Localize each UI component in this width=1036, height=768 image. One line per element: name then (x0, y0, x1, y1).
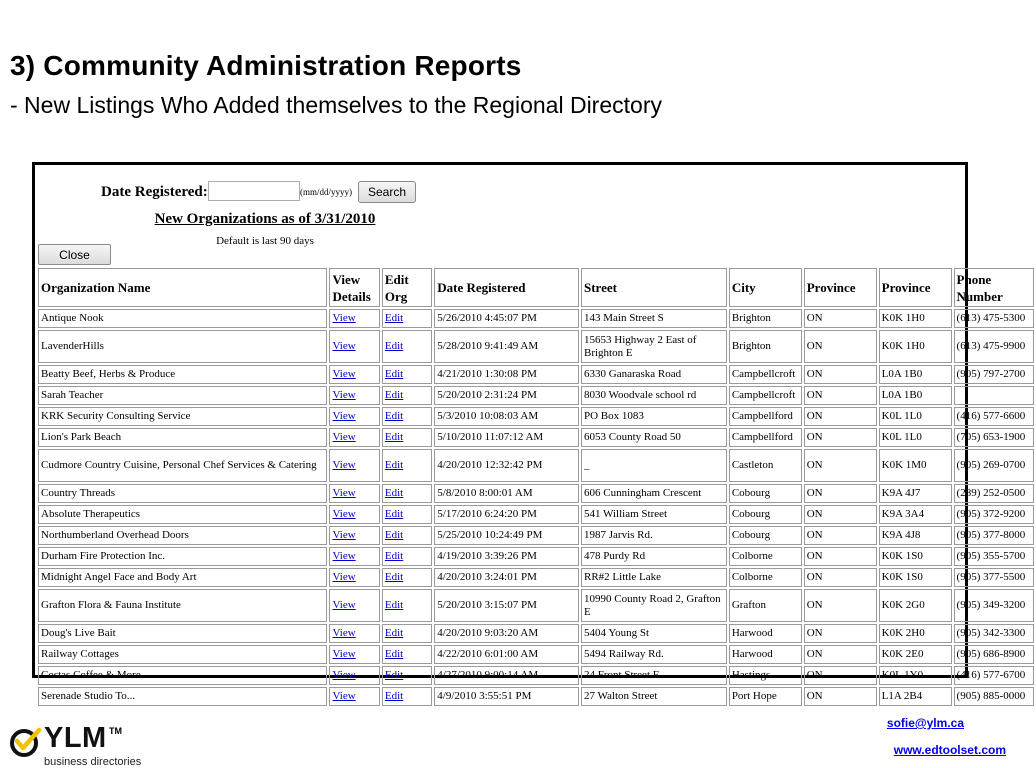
table-row (38, 365, 1034, 384)
cell-organization-name: Country Threads (38, 484, 327, 503)
cell-date-registered: 4/20/2010 3:24:01 PM (434, 568, 579, 587)
contact-email-link[interactable]: sofie@ylm.ca (886, 716, 964, 730)
column-header-organization-name[interactable]: Organization Name (38, 268, 327, 307)
slide-subtitle: - New Listings Who Added themselves to the Regional Directory (10, 92, 662, 118)
cell-province: ON (804, 547, 877, 566)
cell-province: ON (804, 309, 877, 328)
cell-date-registered: 4/22/2010 6:01:00 AM (434, 645, 579, 664)
cell-street: 6330 Ganaraska Road (581, 365, 727, 384)
cell-phone-number: (905) 885-0000 (954, 687, 1034, 706)
edit-org-cell (382, 365, 432, 384)
cell-postal-code: L0A 1B0 (879, 386, 952, 405)
edit-org-cell (382, 309, 432, 328)
edit-org-cell (382, 687, 432, 706)
table-row (38, 645, 1034, 664)
view-details-cell (329, 687, 379, 706)
table-header-row (38, 268, 1034, 307)
cell-date-registered: 5/17/2010 6:24:20 PM (434, 505, 579, 524)
cell-phone-number: (905) 269-0700 (954, 449, 1034, 482)
cell-province: ON (804, 407, 877, 426)
date-filter-form (35, 180, 965, 206)
edit-org-link[interactable]: Edit (384, 550, 404, 562)
column-header-phone-number[interactable]: Phone Number (954, 268, 1034, 307)
view-details-link[interactable]: View (332, 340, 356, 352)
edit-org-cell (382, 386, 432, 405)
table-row (38, 484, 1034, 503)
date-registered-input[interactable] (208, 181, 300, 201)
cell-postal-code: K0L 1Y0 (879, 666, 952, 685)
edit-org-cell (382, 526, 432, 545)
cell-organization-name: Absolute Therapeutics (38, 505, 327, 524)
cell-organization-name: Northumberland Overhead Doors (38, 526, 327, 545)
view-details-link[interactable]: View (332, 690, 356, 702)
edit-org-cell (382, 449, 432, 482)
table-row (38, 449, 1034, 482)
edit-org-link[interactable]: Edit (384, 508, 404, 520)
cell-organization-name: Cudmore Country Cuisine, Personal Chef Services & Catering (38, 449, 327, 482)
table-row (38, 428, 1034, 447)
edit-org-cell (382, 330, 432, 363)
table-row (38, 589, 1034, 622)
cell-city: Hastings (729, 666, 802, 685)
ylm-logo-text: YLM (44, 722, 107, 754)
cell-postal-code: K9A 4J7 (879, 484, 952, 503)
view-details-link[interactable]: View (332, 508, 356, 520)
trademark-mark: TM (109, 726, 122, 736)
cell-street: 541 William Street (581, 505, 727, 524)
cell-street: 5404 Young St (581, 624, 727, 643)
table-row (38, 547, 1034, 566)
cell-province: ON (804, 568, 877, 587)
cell-postal-code: K0K 1H0 (879, 309, 952, 328)
cell-date-registered: 4/21/2010 1:30:08 PM (434, 365, 579, 384)
cell-phone-number: (416) 577-6600 (954, 407, 1034, 426)
cell-province: ON (804, 484, 877, 503)
cell-organization-name: LavenderHills (38, 330, 327, 363)
view-details-link[interactable]: View (332, 368, 356, 380)
cell-street: 606 Cunningham Crescent (581, 484, 727, 503)
cell-date-registered: 5/25/2010 10:24:49 PM (434, 526, 579, 545)
date-format-hint: (mm/dd/yyyy) (300, 187, 352, 197)
cell-phone-number: (905) 355-5700 (954, 547, 1034, 566)
edit-org-link[interactable]: Edit (384, 627, 404, 639)
cell-postal-code: K0L 1L0 (879, 428, 952, 447)
table-row (38, 407, 1034, 426)
edit-org-link[interactable]: Edit (384, 648, 404, 660)
cell-street: 143 Main Street S (581, 309, 727, 328)
cell-province: ON (804, 666, 877, 685)
cell-province: ON (804, 589, 877, 622)
column-header-street[interactable]: Street (581, 268, 727, 307)
view-details-link[interactable]: View (332, 627, 356, 639)
table-row (38, 568, 1034, 587)
cell-date-registered: 5/20/2010 2:31:24 PM (434, 386, 579, 405)
edit-org-link[interactable]: Edit (384, 669, 404, 681)
edit-org-link[interactable]: Edit (384, 340, 404, 352)
cell-date-registered: 4/9/2010 3:55:51 PM (434, 687, 579, 706)
cell-street: 15653 Highway 2 East of Brighton E (581, 330, 727, 363)
cell-postal-code: K9A 4J8 (879, 526, 952, 545)
cell-postal-code: K0K 1S0 (879, 568, 952, 587)
cell-city: Campbellford (729, 407, 802, 426)
cell-postal-code: L0A 1B0 (879, 365, 952, 384)
cell-organization-name: Serenade Studio To... (38, 687, 327, 706)
ylm-logo (6, 722, 166, 766)
view-details-cell (329, 645, 379, 664)
edit-org-link[interactable]: Edit (384, 368, 404, 380)
view-details-cell (329, 330, 379, 363)
cell-city: Grafton (729, 589, 802, 622)
column-header-edit-org[interactable]: Edit Org (382, 268, 432, 307)
view-details-cell (329, 428, 379, 447)
cell-date-registered: 5/20/2010 3:15:07 PM (434, 589, 579, 622)
cell-province: ON (804, 645, 877, 664)
view-details-link[interactable]: View (332, 669, 356, 681)
edit-org-link[interactable]: Edit (384, 459, 404, 471)
cell-street: 478 Purdy Rd (581, 547, 727, 566)
cell-postal-code: L1A 2B4 (879, 687, 952, 706)
view-details-cell (329, 666, 379, 685)
cell-phone-number: (416) 577-6700 (954, 666, 1034, 685)
table-row (38, 505, 1034, 524)
view-details-cell (329, 568, 379, 587)
table-row (38, 624, 1034, 643)
cell-province: ON (804, 526, 877, 545)
cell-organization-name: Doug's Live Bait (38, 624, 327, 643)
cell-street: RR#2 Little Lake (581, 568, 727, 587)
table-row (38, 666, 1034, 685)
cell-date-registered: 4/19/2010 3:39:26 PM (434, 547, 579, 566)
date-registered-label: Date Registered: (101, 184, 208, 200)
report-window (32, 162, 1026, 702)
cell-organization-name: KRK Security Consulting Service (38, 407, 327, 426)
cell-city: Cobourg (729, 505, 802, 524)
ylm-tagline: business directories (44, 756, 142, 768)
edit-org-cell (382, 484, 432, 503)
view-details-link[interactable]: View (332, 389, 356, 401)
cell-city: Campbellford (729, 428, 802, 447)
cell-postal-code: K0K 1M0 (879, 449, 952, 482)
cell-date-registered: 4/20/2010 9:03:20 AM (434, 624, 579, 643)
cell-city: Harwood (729, 645, 802, 664)
cell-date-registered: 5/3/2010 10:08:03 AM (434, 407, 579, 426)
cell-organization-name: Beatty Beef, Herbs & Produce (38, 365, 327, 384)
cell-postal-code: K0K 1H0 (879, 330, 952, 363)
view-details-cell (329, 309, 379, 328)
table-row (38, 386, 1034, 405)
cell-city: Port Hope (729, 687, 802, 706)
cell-street: 27 Walton Street (581, 687, 727, 706)
cell-phone-number: (289) 252-0500 (954, 484, 1034, 503)
cell-province: ON (804, 624, 877, 643)
cell-organization-name: Railway Cottages (38, 645, 327, 664)
cell-province: ON (804, 505, 877, 524)
cell-phone-number: (905) 342-3300 (954, 624, 1034, 643)
edit-org-cell (382, 589, 432, 622)
edit-org-cell (382, 666, 432, 685)
cell-date-registered: 5/8/2010 8:00:01 AM (434, 484, 579, 503)
view-details-cell (329, 407, 379, 426)
view-details-cell (329, 484, 379, 503)
view-details-link[interactable]: View (332, 487, 356, 499)
edit-org-link[interactable]: Edit (384, 431, 404, 443)
cell-postal-code: K0K 2E0 (879, 645, 952, 664)
edit-org-link[interactable]: Edit (384, 389, 404, 401)
cell-phone-number: (613) 475-5300 (954, 309, 1034, 328)
view-details-cell (329, 505, 379, 524)
ylm-logo-mark-icon (6, 724, 46, 760)
cell-date-registered: 5/10/2010 11:07:12 AM (434, 428, 579, 447)
edit-org-cell (382, 645, 432, 664)
cell-organization-name: Midnight Angel Face and Body Art (38, 568, 327, 587)
edit-org-cell (382, 505, 432, 524)
cell-phone-number: (705) 653-1900 (954, 428, 1034, 447)
table-row (38, 330, 1034, 363)
cell-province: ON (804, 687, 877, 706)
edit-org-link[interactable]: Edit (384, 571, 404, 583)
cell-province: ON (804, 428, 877, 447)
close-button[interactable]: Close (38, 244, 111, 265)
cell-street: 1987 Jarvis Rd. (581, 526, 727, 545)
cell-province: ON (804, 449, 877, 482)
column-header-province[interactable]: Province (804, 268, 877, 307)
cell-city: Colborne (729, 547, 802, 566)
report-heading: New Organizations as of 3/31/2010 (154, 211, 376, 227)
cell-province: ON (804, 365, 877, 384)
edit-org-cell (382, 428, 432, 447)
edit-org-link[interactable]: Edit (384, 410, 404, 422)
view-details-cell (329, 624, 379, 643)
cell-postal-code: K9A 3A4 (879, 505, 952, 524)
report-default-note: Default is last 90 days (216, 235, 314, 247)
cell-city: Harwood (729, 624, 802, 643)
cell-city: Campbellcroft (729, 386, 802, 405)
cell-phone-number (954, 386, 1034, 405)
edit-org-cell (382, 407, 432, 426)
view-details-cell (329, 589, 379, 622)
cell-street: 8030 Woodvale school rd (581, 386, 727, 405)
view-details-cell (329, 365, 379, 384)
cell-postal-code: K0L 1L0 (879, 407, 952, 426)
cell-organization-name: Durham Fire Protection Inc. (38, 547, 327, 566)
cell-date-registered: 5/26/2010 4:45:07 PM (434, 309, 579, 328)
cell-street: 10990 County Road 2, Grafton E (581, 589, 727, 622)
view-details-link[interactable]: View (332, 459, 356, 471)
view-details-cell (329, 526, 379, 545)
cell-phone-number: (905) 377-8000 (954, 526, 1034, 545)
cell-postal-code: K0K 2G0 (879, 589, 952, 622)
cell-date-registered: 5/28/2010 9:41:49 AM (434, 330, 579, 363)
cell-phone-number: (905) 686-8900 (954, 645, 1034, 664)
cell-organization-name: Grafton Flora & Fauna Institute (38, 589, 327, 622)
cell-organization-name: Antique Nook (38, 309, 327, 328)
table-row (38, 687, 1034, 706)
cell-street: 6053 County Road 50 (581, 428, 727, 447)
cell-phone-number: (613) 475-9900 (954, 330, 1034, 363)
cell-date-registered: 4/20/2010 12:32:42 PM (434, 449, 579, 482)
cell-city: Cobourg (729, 526, 802, 545)
cell-phone-number: (905) 377-5500 (954, 568, 1034, 587)
cell-organization-name: Costas Coffee & More (38, 666, 327, 685)
cell-postal-code: K0K 2H0 (879, 624, 952, 643)
cell-street: PO Box 1083 (581, 407, 727, 426)
cell-postal-code: K0K 1S0 (879, 547, 952, 566)
edit-org-link[interactable]: Edit (384, 312, 404, 324)
edit-org-link[interactable]: Edit (384, 690, 404, 702)
cell-organization-name: Lion's Park Beach (38, 428, 327, 447)
cell-organization-name: Sarah Teacher (38, 386, 327, 405)
search-button[interactable]: Search (358, 181, 416, 203)
cell-date-registered: 4/27/2010 9:00:14 AM (434, 666, 579, 685)
cell-street: _ (581, 449, 727, 482)
view-details-link[interactable]: View (332, 599, 356, 611)
cell-city: Brighton (729, 309, 802, 328)
view-details-link[interactable]: View (332, 571, 356, 583)
cell-city: Campbellcroft (729, 365, 802, 384)
cell-city: Colborne (729, 568, 802, 587)
cell-street: 24 Front Street E (581, 666, 727, 685)
edit-org-link[interactable]: Edit (384, 529, 404, 541)
cell-street: 5494 Railway Rd. (581, 645, 727, 664)
view-details-link[interactable]: View (332, 550, 356, 562)
table-row (38, 309, 1034, 328)
cell-city: Cobourg (729, 484, 802, 503)
view-details-link[interactable]: View (332, 529, 356, 541)
view-details-cell (329, 449, 379, 482)
edit-org-link[interactable]: Edit (384, 487, 404, 499)
cell-city: Brighton (729, 330, 802, 363)
cell-city: Castleton (729, 449, 802, 482)
column-header-date-registered[interactable]: Date Registered (434, 268, 579, 307)
view-details-cell (329, 386, 379, 405)
table-row (38, 526, 1034, 545)
view-details-link[interactable]: View (332, 312, 356, 324)
table-body (38, 309, 1034, 706)
view-details-link[interactable]: View (332, 410, 356, 422)
edit-org-cell (382, 547, 432, 566)
cell-province: ON (804, 330, 877, 363)
column-header-view-details[interactable]: View Details (329, 268, 379, 307)
cell-province: ON (804, 386, 877, 405)
view-details-link[interactable]: View (332, 648, 356, 660)
view-details-link[interactable]: View (332, 431, 356, 443)
cell-phone-number: (905) 349-3200 (954, 589, 1034, 622)
cell-phone-number: (905) 372-9200 (954, 505, 1034, 524)
edit-org-link[interactable]: Edit (384, 599, 404, 611)
website-link[interactable]: www.edtoolset.com (893, 743, 1006, 757)
edit-org-cell (382, 624, 432, 643)
view-details-cell (329, 547, 379, 566)
organizations-table (36, 266, 1036, 708)
slide-title: 3) Community Administration Reports (10, 50, 522, 81)
column-header-postal-code[interactable]: Province (879, 268, 952, 307)
column-header-city[interactable]: City (729, 268, 802, 307)
cell-phone-number: (905) 797-2700 (954, 365, 1034, 384)
edit-org-cell (382, 568, 432, 587)
